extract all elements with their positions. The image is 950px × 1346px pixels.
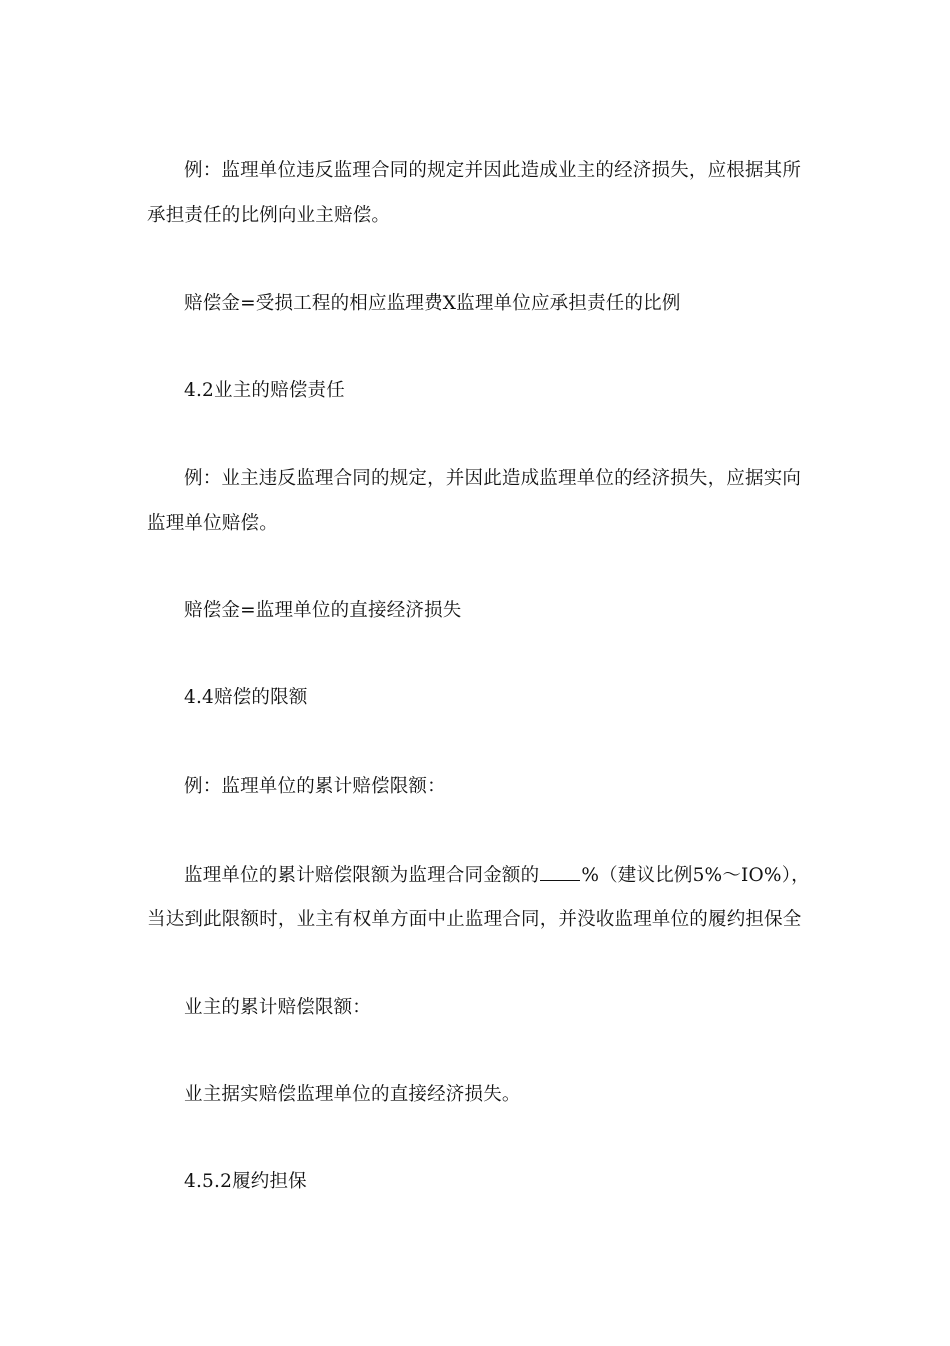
paragraph-owner-liability: [184, 468, 854, 490]
heading-4-5-2: [184, 1171, 854, 1193]
paragraph-line: 例：监理单位的累计赔偿限额：: [184, 776, 446, 797]
formula-text: 赔偿金=受损工程的相应监理费X监理单位应承担责任的比例: [184, 293, 681, 314]
paragraph-line: 例：监理单位违反监理合同的规定并因此造成业主的经济损失，应根据其所: [184, 160, 802, 181]
heading-text: 4.4赔偿的限额: [184, 687, 308, 708]
paragraph-text: 监理单位的累计赔偿限额为监理合同金额的: [184, 865, 540, 886]
paragraph-supervisor-limit: [184, 864, 854, 887]
heading-text: 4.2业主的赔偿责任: [184, 380, 345, 401]
paragraph-line: 监理单位赔偿。: [147, 513, 278, 534]
heading-4-4: [184, 687, 854, 709]
paragraph-supervisor-liability: [184, 160, 854, 182]
paragraph-line: 业主的累计赔偿限额：: [184, 997, 372, 1018]
paragraph-line: 承担责任的比例向业主赔偿。: [147, 205, 391, 226]
paragraph-owner-limit: [184, 1084, 854, 1106]
paragraph-supervisor-limit-cont: [147, 909, 817, 931]
formula-text: 赔偿金=监理单位的直接经济损失: [184, 600, 462, 621]
paragraph-supervisor-liability-cont: [147, 205, 817, 227]
paragraph-line: 当达到此限额时，业主有权单方面中止监理合同，并没收监理单位的履约担保全: [147, 909, 802, 930]
paragraph-owner-limit-label: [184, 997, 854, 1019]
paragraph-line: 例：业主违反监理合同的规定，并因此造成监理单位的经济损失，应据实向: [184, 468, 802, 489]
formula-owner-compensation: [184, 600, 854, 622]
heading-text: 4.5.2履约担保: [184, 1171, 307, 1192]
fill-in-blank: [540, 864, 580, 881]
formula-supervisor-compensation: [184, 293, 854, 315]
heading-4-2: [184, 380, 854, 402]
paragraph-supervisor-limit-label: [184, 776, 854, 798]
paragraph-owner-liability-cont: [147, 513, 817, 535]
paragraph-line: 业主据实赔偿监理单位的直接经济损失。: [184, 1084, 521, 1105]
paragraph-text: %（建议比例5%～IO%），: [581, 865, 810, 886]
